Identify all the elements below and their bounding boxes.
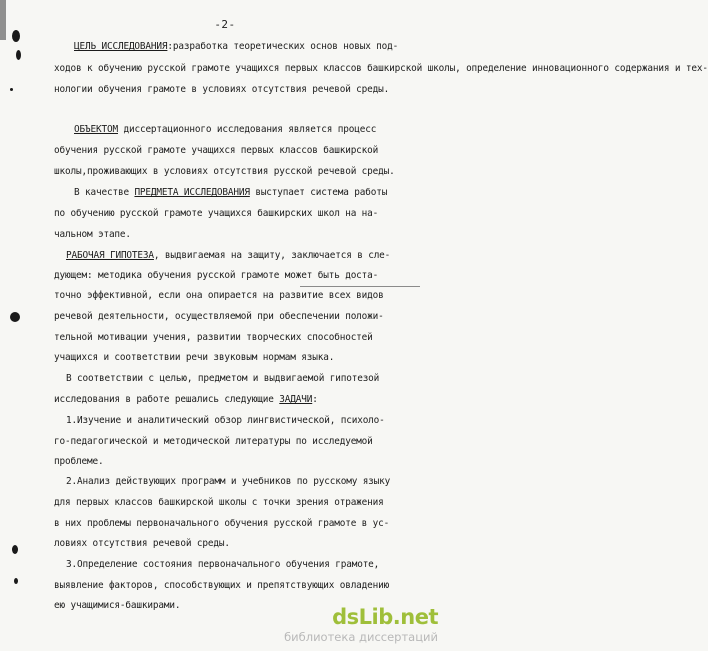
scan-speck [16, 50, 21, 60]
text-run: 3.Определение состояния первоначального обучения грамоте, [66, 559, 380, 570]
text-line [54, 538, 430, 550]
text-run: выявление факторов, способствующих и препятствующих овладению [54, 580, 390, 591]
text-run: 1.Изучение и аналитический обзор лингвистической, психоло- [66, 415, 385, 426]
text-run: ходов к обучению русской грамоте учащихся первых классов башкирской школы, определение инновационного содержания и тех- [54, 63, 708, 74]
text-run: по обучению русской грамоте учащихся башкирских школ на на- [54, 208, 379, 219]
text-run: чальном этапе. [54, 229, 131, 240]
text-run: точно эффективной, если она опирается на развитие всех видов [54, 290, 384, 301]
punch-hole-mark [10, 312, 20, 322]
text-line [66, 559, 430, 571]
scan-speck [10, 88, 13, 91]
text-line [54, 229, 430, 241]
text-line [54, 518, 430, 530]
page-number: -2- [214, 18, 236, 31]
text-run: го-педагогической и методической литературы по исследуемой [54, 436, 373, 447]
text-line [74, 124, 430, 136]
text-run: выступает система работы [249, 187, 388, 198]
scan-streak [300, 286, 420, 287]
text-line [74, 187, 430, 199]
text-line [54, 497, 430, 509]
heading-term: РАБОЧАЯ ГИПОТЕЗА [66, 250, 154, 261]
heading-term: ПРЕДМЕТА ИССЛЕДОВАНИЯ [134, 187, 250, 198]
text-run: диссертационного исследования является процесс [117, 124, 377, 135]
text-run: для первых классов башкирской школы с точки зрения отражения [54, 497, 384, 508]
text-run: тельной мотивации учения, развитии творческих способностей [54, 332, 373, 343]
text-line [54, 208, 430, 220]
watermark [258, 605, 438, 645]
text-run: обучения русской грамоте учащихся первых классов башкирской [54, 145, 379, 156]
text-line [54, 311, 430, 323]
text-line [54, 166, 430, 178]
heading-term: ОБЪЕКТОМ [74, 124, 118, 135]
watermark-logo: dsLib.net [332, 605, 438, 629]
text-line [66, 373, 430, 385]
scan-speck [14, 578, 18, 584]
text-line [74, 41, 430, 53]
heading-term: ЦЕЛЬ ИССЛЕДОВАНИЯ [74, 41, 168, 52]
text-run: речевой деятельности, осуществляемой при обеспечении положи- [54, 311, 384, 322]
text-line [54, 290, 430, 302]
text-line [54, 352, 430, 364]
text-line [54, 394, 430, 406]
text-line [66, 415, 430, 427]
text-run: в них проблемы первоначального обучения русской грамоте в ус- [54, 518, 390, 529]
text-run: исследования в работе решались следующие [54, 394, 280, 405]
text-line [54, 63, 708, 75]
text-run: проблеме. [54, 456, 104, 467]
heading-term: ЗАДАЧИ [279, 394, 313, 405]
text-line [54, 270, 430, 282]
text-line [54, 84, 430, 96]
text-line [66, 250, 430, 262]
text-run: нологии обучения грамоте в условиях отсутствия речевой среды. [54, 84, 390, 95]
text-run: :разработка теоретических основ новых под- [167, 41, 399, 52]
text-run: 2.Анализ действующих программ и учебников по русскому языку [66, 476, 391, 487]
text-run: В соответствии с целью, предметом и выдвигаемой гипотезой [66, 373, 380, 384]
text-run: школы,проживающих в условиях отсутствия русской речевой среды. [54, 166, 395, 177]
text-line [54, 145, 430, 157]
scan-speck [12, 30, 20, 42]
text-line [54, 436, 430, 448]
text-run: В качестве [74, 187, 135, 198]
text-line [54, 332, 430, 344]
text-line [66, 476, 430, 488]
text-run: дующем: методика обучения русской грамоте может быть доста- [54, 270, 379, 281]
text-run: ею учащимися-башкирами. [54, 600, 181, 611]
text-line [54, 580, 430, 592]
text-run: , выдвигаемая на защиту, заключается в сле- [153, 250, 391, 261]
text-run: ловиях отсутствия речевой среды. [54, 538, 230, 549]
watermark-subtitle: библиотека диссертаций [284, 630, 438, 644]
text-run: учащихся и соответствии речи звуковым нормам языка. [54, 352, 335, 363]
scan-speck [12, 545, 18, 554]
text-line [54, 456, 430, 468]
text-run: : [312, 394, 318, 405]
